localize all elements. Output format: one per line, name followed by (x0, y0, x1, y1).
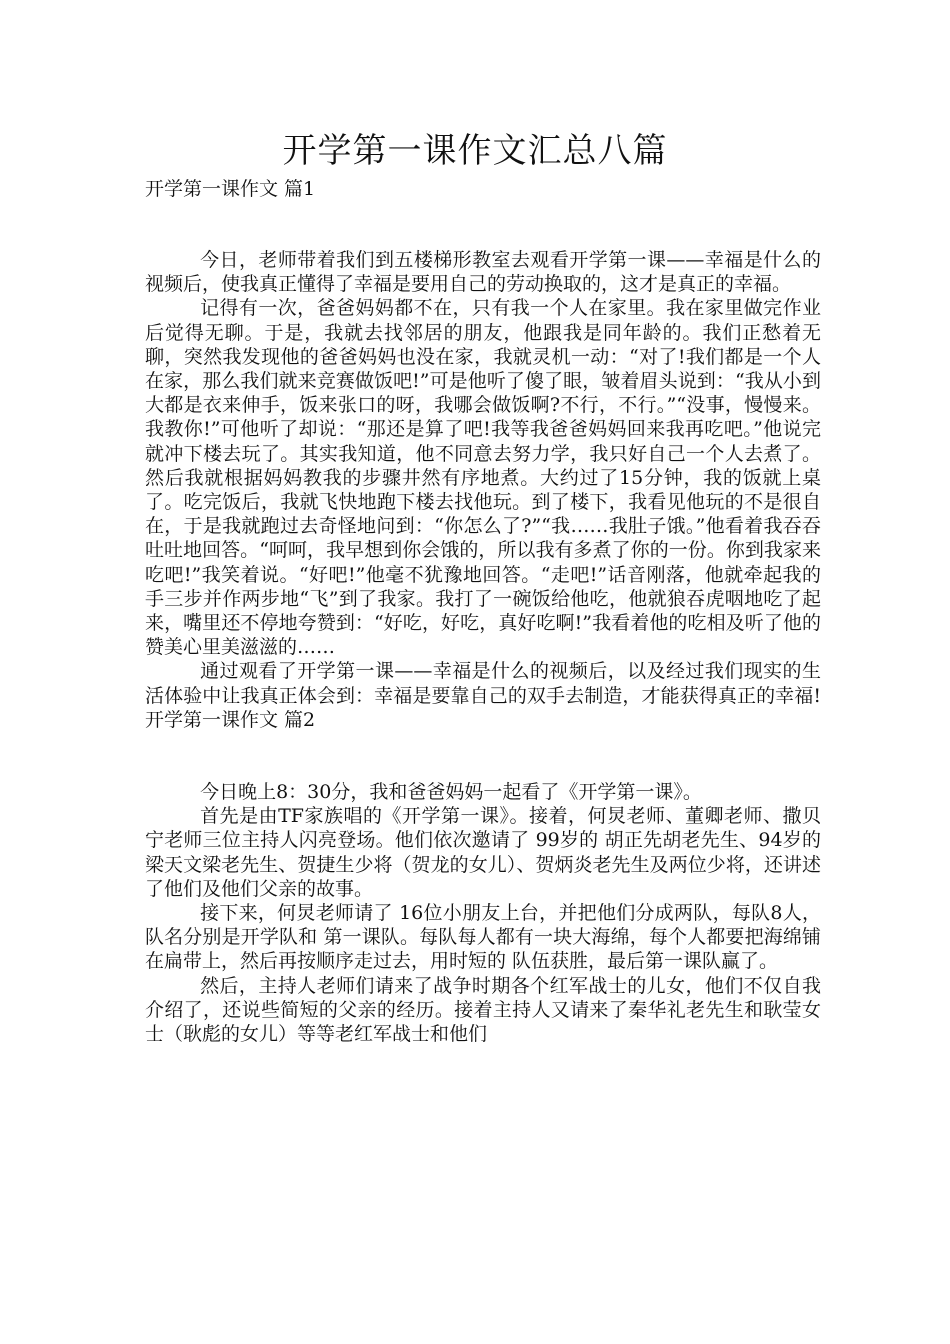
paragraph: 接下来，何炅老师请了 16位小朋友上台，并把他们分成两队，每队8人，队名分别是开学队和 第一课队。每队每人都有一块大海绵，每个人都要把海绵铺在扁带上，然后再按顺序走过去，用时短的 队伍获胜，最后第一课队赢了。 (145, 902, 821, 973)
paragraph (145, 659, 821, 732)
paragraph: 首先是由TF家族唱的《开学第一课》。接着，何炅老师、董卿老师、撒贝宁老师三位主持人闪亮登场。他们依次邀请了 99岁的 胡正先胡老先生、94岁的梁天文梁老先生、贺捷生少将（贺龙的女儿）、贺炳炎老先生及两位少将，还讲述了他们及他们父亲的故事。 (145, 805, 821, 900)
paragraph: 今日晚上8：30分，我和爸爸妈妈一起看了《开学第一课》。 (200, 781, 702, 804)
section-heading-2: 开学第一课作文 篇2 (145, 708, 316, 731)
paragraph-text: 通过观看了开学第一课——幸福是什么的视频后，以及经过我们现实的生活体验中让我真正体会到：幸福是要靠自己的双手去制造，才能获得真正的幸福! (145, 660, 821, 707)
section-heading-1: 开学第一课作文 篇1 (145, 178, 316, 200)
paragraph: 今日，老师带着我们到五楼梯形教室去观看开学第一课——幸福是什么的视频后，使我真正懂得了幸福是要用自己的劳动换取的，这才是真正的幸福。 (145, 249, 821, 296)
document-body (145, 248, 821, 1046)
paragraph: 然后，主持人老师们请来了战争时期各个红军战士的儿女，他们不仅自我介绍了，还说些简短的父亲的经历。接着主持人又请来了秦华礼老先生和耿莹女士（耿彪的女儿）等等老红军战士和他们 (145, 974, 821, 1046)
paragraph: 记得有一次，爸爸妈妈都不在，只有我一个人在家里。我在家里做完作业后觉得无聊。于是，我就去找邻居的朋友，他跟我是同年龄的。我们正愁着无聊，突然我发现他的爸爸妈妈也没在家，我就灵机一动：“对了!我们都是一个人在家，那么我们就来竞赛做饭吧!”可是他听了傻了眼，皱着眉头说到：“我从小到大都是衣来伸手，饭来张口的呀，我哪会做饭啊?不行，不行。”“没事，慢慢来。我教你!”可他听了却说：“那还是算了吧!我等我爸爸妈妈回来我再吃吧。”他说完就冲下楼去玩了。其实我知道，他不同意去努力学，我只好自己一个人去煮了。然后我就根据妈妈教我的步骤井然有序地煮。大约过了15分钟，我的饭就上桌了。吃完饭后，我就飞快地跑下楼去找他玩。到了楼下，我看见他玩的不是很自在，于是我就跑过去奇怪地问到：“你怎么了?”“我……我肚子饿。”他看着我吞吞吐吐地回答。“呵呵，我早想到你会饿的，所以我有多煮了你的一份。你到我家来吃吧!”我笑着说。“好吧!”他毫不犹豫地回答。“走吧!”话音刚落，他就牵起我的手三步并作两步地“飞”到了我家。我打了一碗饭给他吃，他就狼吞虎咽地吃了起来，嘴里还不停地夸赞到：“好吃，好吃，真好吃啊!”我看着他的吃相及听了他的赞美心里美滋滋的…… (145, 297, 821, 659)
document-title: 开学第一课作文汇总八篇 (282, 131, 668, 171)
